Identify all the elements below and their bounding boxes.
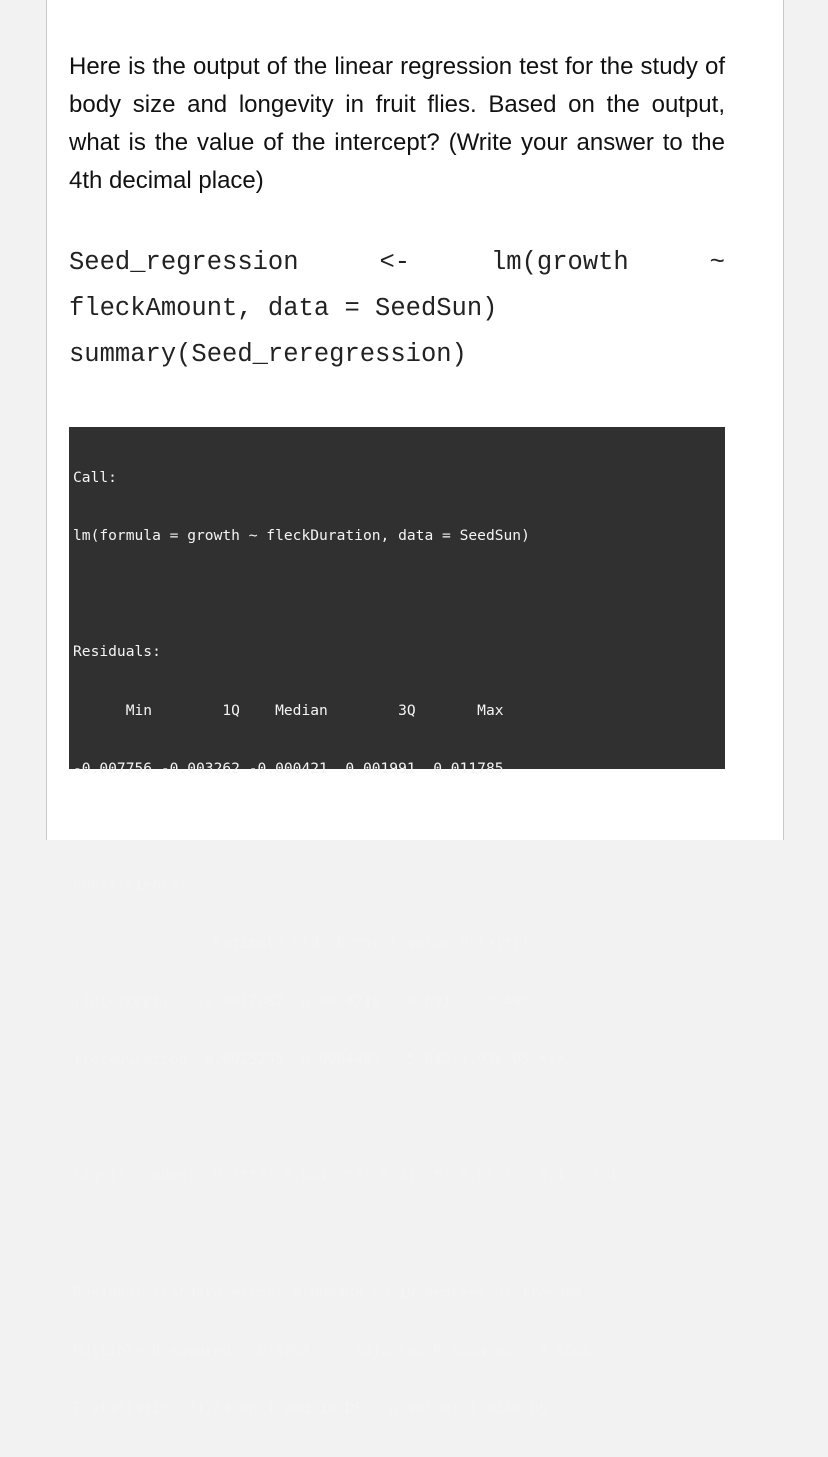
console-line-blank — [73, 1224, 721, 1243]
question-card — [46, 0, 784, 1418]
console-line-f-statistic: F-statistic: 31.84 on 1 and 19 DF, p-value: 1.934e-05 — [73, 1400, 548, 1418]
code-token-tilde: ~ — [709, 248, 725, 277]
r-console-output — [69, 427, 725, 1418]
console-line-call: Call: — [73, 468, 117, 486]
console-line-blank — [73, 584, 721, 603]
code-line-1 — [69, 240, 725, 286]
code-block — [69, 240, 725, 378]
console-line-r-squared: Multiple R-squared: 0.6262, Adjusted R-squared: 0.6066 — [73, 1341, 592, 1359]
console-line-intercept-row: (Intercept) -0.0017087 0.0024716 -0.691 0.498 — [73, 992, 530, 1010]
console-line-fleckduration-row: fleckDuration 0.0025295 0.0004483 5.642 1.93e-05 *** — [73, 1050, 566, 1068]
console-line-residuals-heading: Residuals: — [73, 643, 161, 661]
console-line-residuals-header: Min 1Q Median 3Q Max — [73, 701, 504, 719]
console-line-residuals-values: -0.007756 -0.003262 -0.000421 0.001991 0.011785 — [73, 759, 504, 777]
code-token-variable: Seed_regression — [69, 248, 299, 277]
question-text: Here is the output of the linear regression test for the study of body size and longevity in fruit flies. Based on the output, what is the value of the intercept? (Write your answer to the 4th decimal place) — [69, 53, 725, 194]
console-line-coefficients-header: Estimate Std. Error t value Pr(>|t|) — [73, 934, 530, 952]
code-line-2: fleckAmount, data = SeedSun) — [69, 294, 498, 323]
console-line-separator: --- — [73, 1109, 100, 1127]
code-token-assign: <- — [379, 248, 411, 277]
console-line-coefficients-heading: Coefficients: — [73, 876, 188, 894]
code-line-3: summary(Seed_reregression) — [69, 340, 467, 369]
console-line-formula: lm(formula = growth ~ fleckDuration, data = SeedSun) — [73, 527, 530, 545]
console-line-blank — [73, 817, 721, 836]
console-line-signif-codes: Signif. codes: 0 ‘***’ 0.001 ‘**’ 0.01 ‘*’ 0.05 ‘.’ 0.1 ‘ ’ 1 — [73, 1167, 618, 1185]
code-token-call: lm(growth — [491, 248, 629, 277]
console-line-residual-se: Residual standard error: 0.004488 on 19 degrees of freedom — [73, 1283, 583, 1301]
